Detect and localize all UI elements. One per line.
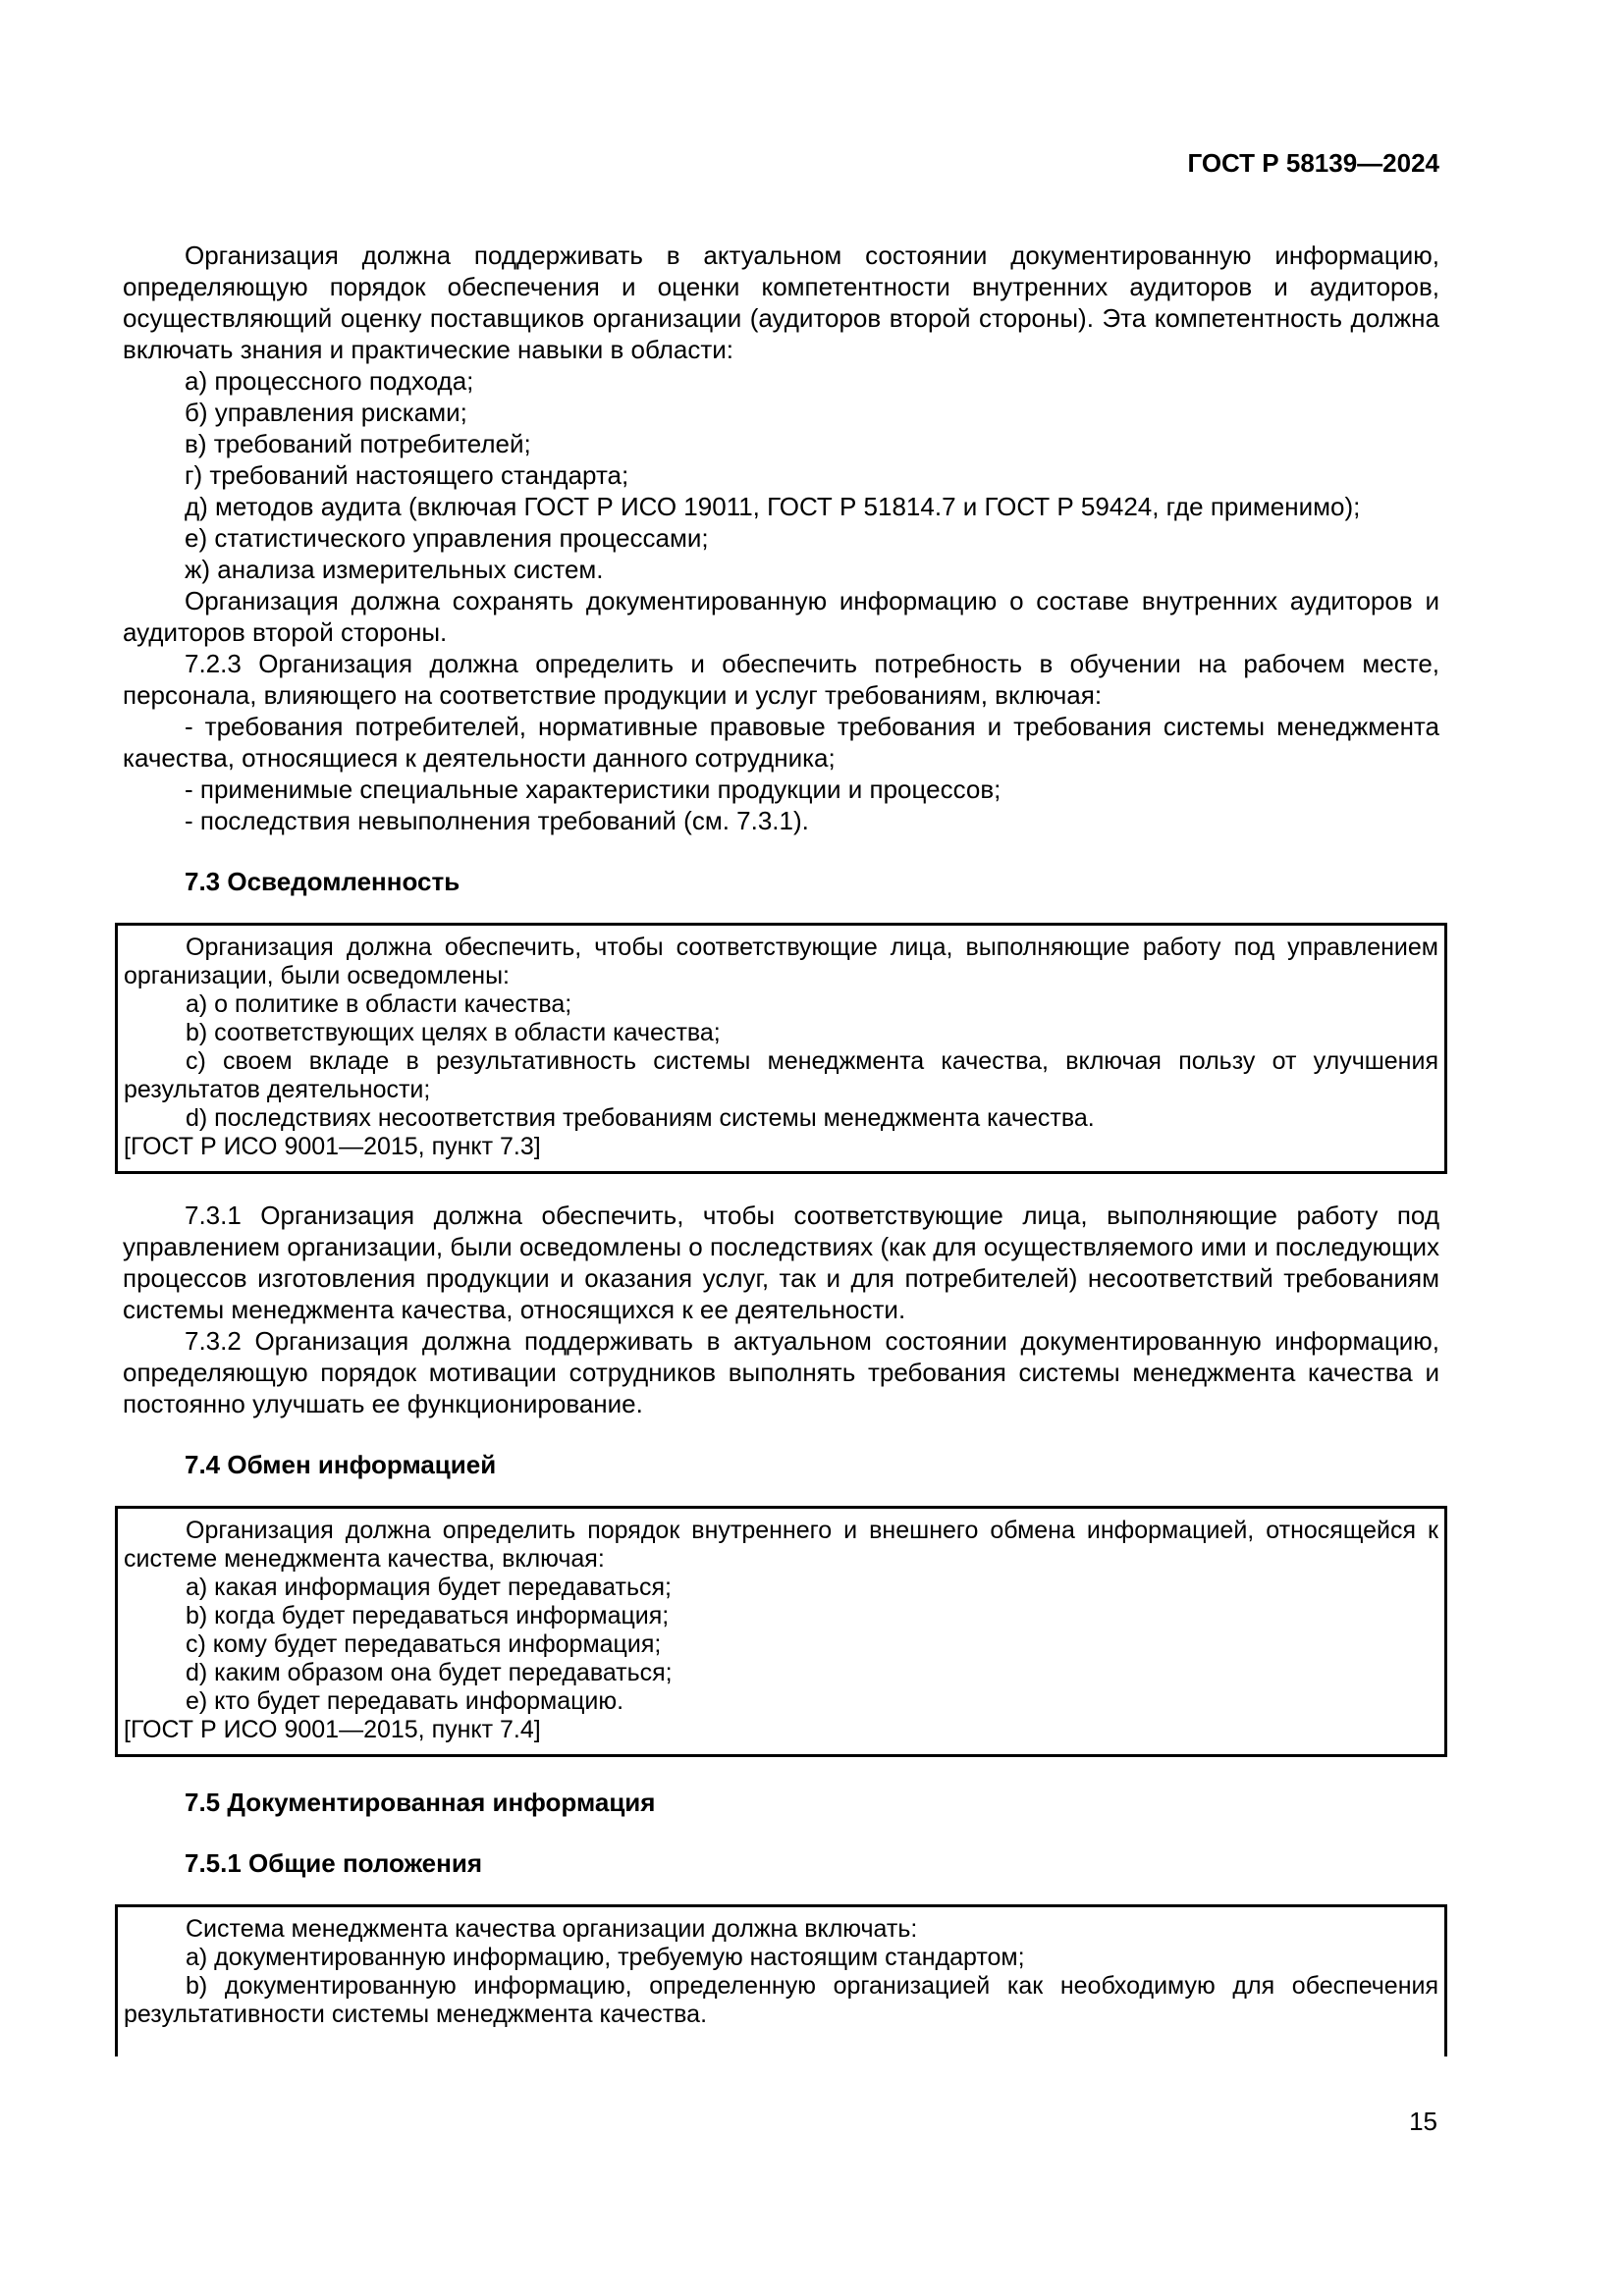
page-number: 15 bbox=[1409, 2107, 1437, 2136]
quote-box-7-3 bbox=[115, 923, 1447, 1174]
competence-list-item-zh: ж) анализа измерительных систем. bbox=[185, 555, 604, 584]
page-header bbox=[123, 147, 1439, 179]
heading-7-5: 7.5 Документированная информация bbox=[185, 1788, 656, 1817]
quote-7-4-item-d: d) каким образом она будет передаваться; bbox=[186, 1659, 673, 1686]
document-content bbox=[123, 240, 1439, 2056]
para-7-3-2: 7.3.2 Организация должна поддерживать в актуальном состоянии документированную информацию, определяющую порядок мотивации сотрудников выполнять требования системы менеджмента качества и постоянно улучшать ее функционирование. bbox=[123, 1326, 1439, 1418]
para-competence-intro: Организация должна поддерживать в актуальном состоянии документированную информацию, определяющую порядок обеспечения и оценки компетентности внутренних аудиторов и аудиторов, осуществляющий оценку поставщиков организации (аудиторов второй стороны). Эта компетентность должна включать знания и практические навыки в области: bbox=[123, 240, 1439, 364]
quote-7-3-item-c: c) своем вкладе в результативность системы менеджмента качества, включая пользу от улучшения результатов деятельности; bbox=[124, 1047, 1438, 1103]
quote-7-5-1-item-a: a) документированную информацию, требуемую настоящим стандартом; bbox=[186, 1944, 1025, 1971]
para-retain-info: Организация должна сохранять документированную информацию о составе внутренних аудиторов и аудиторов второй стороны. bbox=[123, 586, 1439, 647]
quote-7-3-source: [ГОСТ Р ИСО 9001—2015, пункт 7.3] bbox=[124, 1133, 541, 1160]
quote-7-3-item-d: d) последствиях несоответствия требованиям системы менеджмента качества. bbox=[186, 1104, 1095, 1132]
quote-box-7-4 bbox=[115, 1506, 1447, 1757]
quote-7-5-1-item-b: b) документированную информацию, определенную организацией как необходимую для обеспечения результативности системы менеджмента качества. bbox=[124, 1972, 1438, 2028]
quote-7-4-intro: Организация должна определить порядок внутреннего и внешнего обмена информацией, относящейся к системе менеджмента качества, включая: bbox=[124, 1517, 1438, 1573]
dash-item-3: - последствия невыполнения требований (см. 7.3.1). bbox=[185, 806, 809, 835]
quote-7-5-1-intro: Система менеджмента качества организации должна включать: bbox=[186, 1915, 918, 1943]
competence-list-item-a: а) процессного подхода; bbox=[185, 366, 474, 396]
heading-7-5-1: 7.5.1 Общие положения bbox=[185, 1848, 482, 1878]
competence-list-item-d: д) методов аудита (включая ГОСТ Р ИСО 19011, ГОСТ Р 51814.7 и ГОСТ Р 59424, где применимо); bbox=[185, 492, 1361, 521]
dash-item-1: - требования потребителей, нормативные правовые требования и требования системы менеджмента качества, относящиеся к деятельности данного сотрудника; bbox=[123, 712, 1439, 773]
quote-7-3-intro: Организация должна обеспечить, чтобы соответствующие лица, выполняющие работу под управлением организации, были осведомлены: bbox=[124, 934, 1438, 989]
quote-7-3-item-b: b) соответствующих целях в области качества; bbox=[186, 1019, 721, 1046]
competence-list-item-b: б) управления рисками; bbox=[185, 398, 467, 427]
page-footer bbox=[1409, 2106, 1437, 2137]
quote-7-4-item-b: b) когда будет передаваться информация; bbox=[186, 1602, 670, 1629]
quote-7-4-item-c: c) кому будет передаваться информация; bbox=[186, 1630, 662, 1658]
quote-7-4-item-e: e) кто будет передавать информацию. bbox=[186, 1687, 624, 1715]
competence-list-item-v: в) требований потребителей; bbox=[185, 429, 531, 458]
quote-box-7-5-1 bbox=[115, 1904, 1447, 2056]
competence-list-item-e: е) статистического управления процессами; bbox=[185, 523, 709, 553]
heading-7-4: 7.4 Обмен информацией bbox=[185, 1450, 497, 1479]
quote-7-4-source: [ГОСТ Р ИСО 9001—2015, пункт 7.4] bbox=[124, 1716, 541, 1743]
quote-7-3-item-a: a) о политике в области качества; bbox=[186, 990, 572, 1018]
quote-7-4-item-a: a) какая информация будет передаваться; bbox=[186, 1574, 672, 1601]
heading-7-3: 7.3 Осведомленность bbox=[185, 867, 460, 896]
para-7-2-3: 7.2.3 Организация должна определить и обеспечить потребность в обучении на рабочем месте, персонала, влияющего на соответствие продукции и услуг требованиям, включая: bbox=[123, 649, 1439, 710]
dash-item-2: - применимые специальные характеристики продукции и процессов; bbox=[185, 774, 1001, 804]
doc-number: ГОСТ Р 58139—2024 bbox=[1187, 148, 1439, 178]
competence-list-item-g: г) требований настоящего стандарта; bbox=[185, 460, 629, 490]
para-7-3-1: 7.3.1 Организация должна обеспечить, чтобы соответствующие лица, выполняющие работу под управлением организации, были осведомлены о последствиях (как для осуществляемого ими и последующих процессов изготовления продукции и оказания услуг, так и для потребителей) несоответствий требованиям системы менеджмента качества, относящихся к ее деятельности. bbox=[123, 1201, 1439, 1324]
